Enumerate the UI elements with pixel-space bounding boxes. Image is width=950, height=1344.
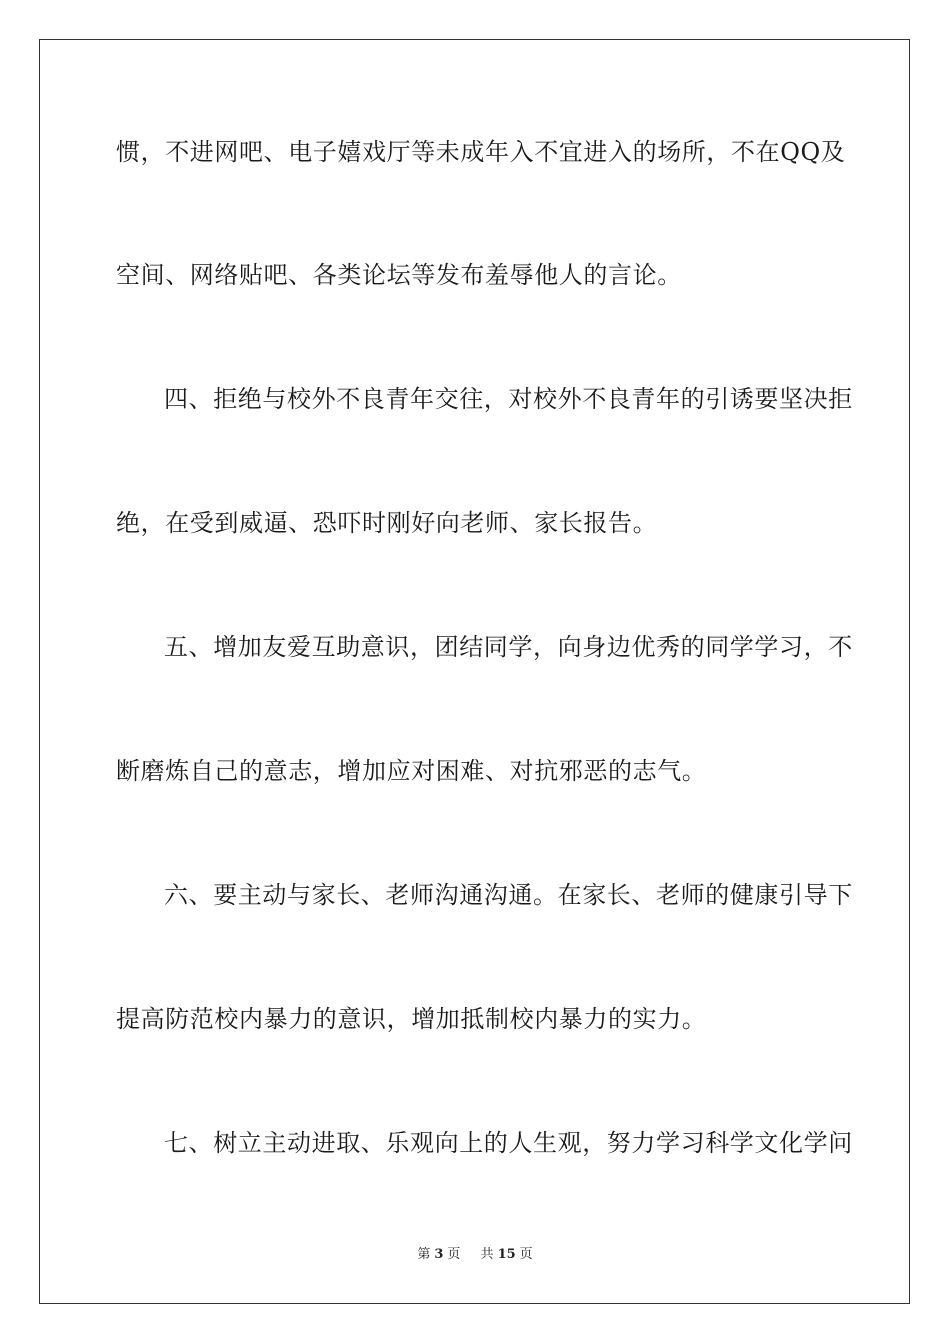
total-prefix: 共 xyxy=(480,1247,494,1262)
body-text-line: 断磨炼自己的意志，增加应对困难、对抗邪恶的志气。 xyxy=(116,757,707,785)
body-text-line: 提高防范校内暴力的意识，增加抵制校内暴力的实力。 xyxy=(116,1005,707,1033)
paragraph-4-line: 四、拒绝与校外不良青年交往，对校外不良青年的引诱要坚决拒 xyxy=(164,385,853,413)
total-indicator xyxy=(479,1247,535,1262)
paragraph-5-line: 五、增加友爱互助意识，团结同学，向身边优秀的同学学习，不 xyxy=(164,633,853,661)
paragraph-6-line: 六、要主动与家长、老师沟通沟通。在家长、老师的健康引导下 xyxy=(164,881,853,909)
body-text-line: 绝，在受到威逼、恐吓时刚好向老师、家长报告。 xyxy=(116,509,658,537)
paragraph-7-line: 七、树立主动进取、乐观向上的人生观，努力学习科学文化学问 xyxy=(164,1129,853,1157)
body-text-line: 空间、网络贴吧、各类论坛等发布羞辱他人的言论。 xyxy=(116,261,682,289)
total-pages: 15 xyxy=(497,1247,516,1262)
total-suffix: 页 xyxy=(519,1247,533,1262)
page-suffix: 页 xyxy=(447,1247,461,1262)
page-indicator xyxy=(415,1247,462,1262)
body-text-line: 惯，不进网吧、电子嬉戏厅等未成年入不宜进入的场所，不在QQ及 xyxy=(116,138,846,166)
page-number: 3 xyxy=(434,1247,444,1262)
page-prefix: 第 xyxy=(417,1247,431,1262)
page-border xyxy=(39,39,910,1304)
page-footer xyxy=(0,1246,950,1264)
